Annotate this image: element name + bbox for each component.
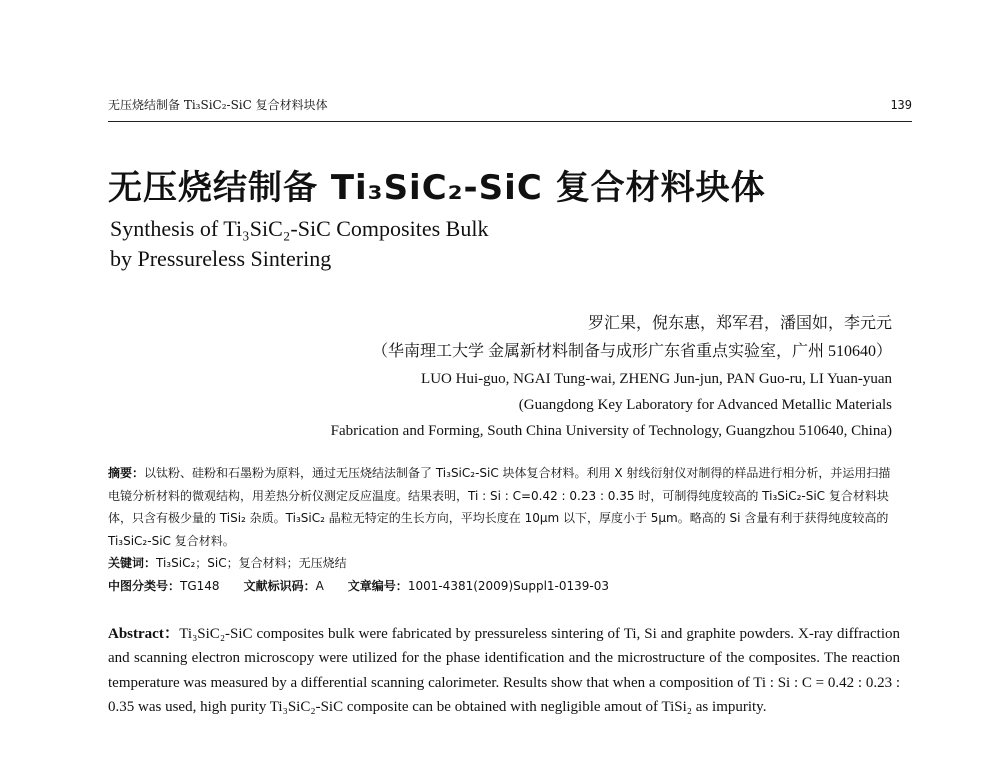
clc-label: 中图分类号： [108, 578, 181, 593]
running-title: 无压烧结制备 Ti₃SiC₂-SiC 复合材料块体 [108, 98, 328, 112]
clc-value: TG148 [180, 578, 220, 593]
doc-code-value: A [315, 578, 324, 593]
authors-block [92, 310, 892, 444]
affiliation-english-line-2: Fabrication and Forming, South China University of Technology, Guangzhou 510640, China) [330, 423, 892, 439]
affiliation-english-line-1: (Guangdong Key Laboratory for Advanced Metallic Materials [518, 397, 892, 413]
keywords [108, 552, 900, 575]
authors-chinese: 罗汇果，倪东惠，郑军君，潘国如，李元元 [587, 315, 892, 332]
running-header [108, 94, 912, 116]
header-rule [108, 121, 912, 122]
keywords-text: Ti₃SiC₂；SiC；复合材料；无压烧结 [156, 556, 347, 570]
abstract-en-label: Abstract： [108, 626, 180, 642]
authors-english: LUO Hui-guo, NGAI Tung-wai, ZHENG Jun-jun, PAN Guo-ru, LI Yuan-yuan [421, 371, 892, 387]
chinese-title: 无压烧结制备 Ti₃SiC₂-SiC 复合材料块体 [108, 168, 766, 208]
abstract-en-text: Ti₃SiC₂-SiC composites bulk were fabricated by pressureless sintering of Ti, Si and graphite powders. X-ray diffraction and scanning electron microscopy were utilized for the phase identification and the microstructure of the composites. The reaction temperature was measured by a differential scanning calorimeter. Results show that when a composition of Ti : Si : C = 0.42 : 0.23 : 0.35 was used, high purity Ti₃SiC₂-SiC composite can be obtained with negligible amout of TiSi₂ as impurity. [108, 626, 900, 716]
chinese-abstract-section [108, 462, 900, 597]
article-no-value: 1001-4381(2009)Suppl1-0139-03 [407, 578, 610, 593]
doc-code-label: 文献标识码： [243, 578, 316, 593]
english-title-line-2: by Pressureless Sintering [110, 246, 332, 271]
article-no-label: 文章编号： [347, 578, 408, 593]
affiliation-chinese: （华南理工大学 金属新材料制备与成形广东省重点实验室，广州 510640） [371, 343, 892, 360]
english-title [110, 214, 488, 274]
english-title-line-1: Synthesis of Ti₃SiC₂-SiC Composites Bulk [110, 216, 489, 241]
abstract-cn-label: 摘要： [108, 466, 145, 480]
abstract-cn-text: 以钛粉、硅粉和石墨粉为原料，通过无压烧结法制备了 Ti₃SiC₂-SiC 块体复合材料。利用 X 射线衍射仪对制得的样品进行相分析，并运用扫描电镜分析材料的微观结构，用差热分析仪测定反应温度。结果表明，Ti : Si : C=0.42 : 0.23 : 0.35 时，可制得纯度较高的 Ti₃SiC₂-SiC 复合材料块体，只含有极少量的 TiSi₂ 杂质。Ti₃SiC₂ 晶粒无特定的生长方向，平均长度在 10μm 以下，厚度小于 5μm。略高的 Si 含量有利于获得纯度较高的 Ti₃SiC₂-SiC 复合材料。 [108, 466, 891, 548]
classification-line [108, 575, 900, 598]
chinese-abstract [108, 462, 900, 552]
keywords-label: 关键词： [108, 556, 157, 570]
page-number: 139 [890, 98, 912, 112]
english-abstract [108, 622, 900, 720]
